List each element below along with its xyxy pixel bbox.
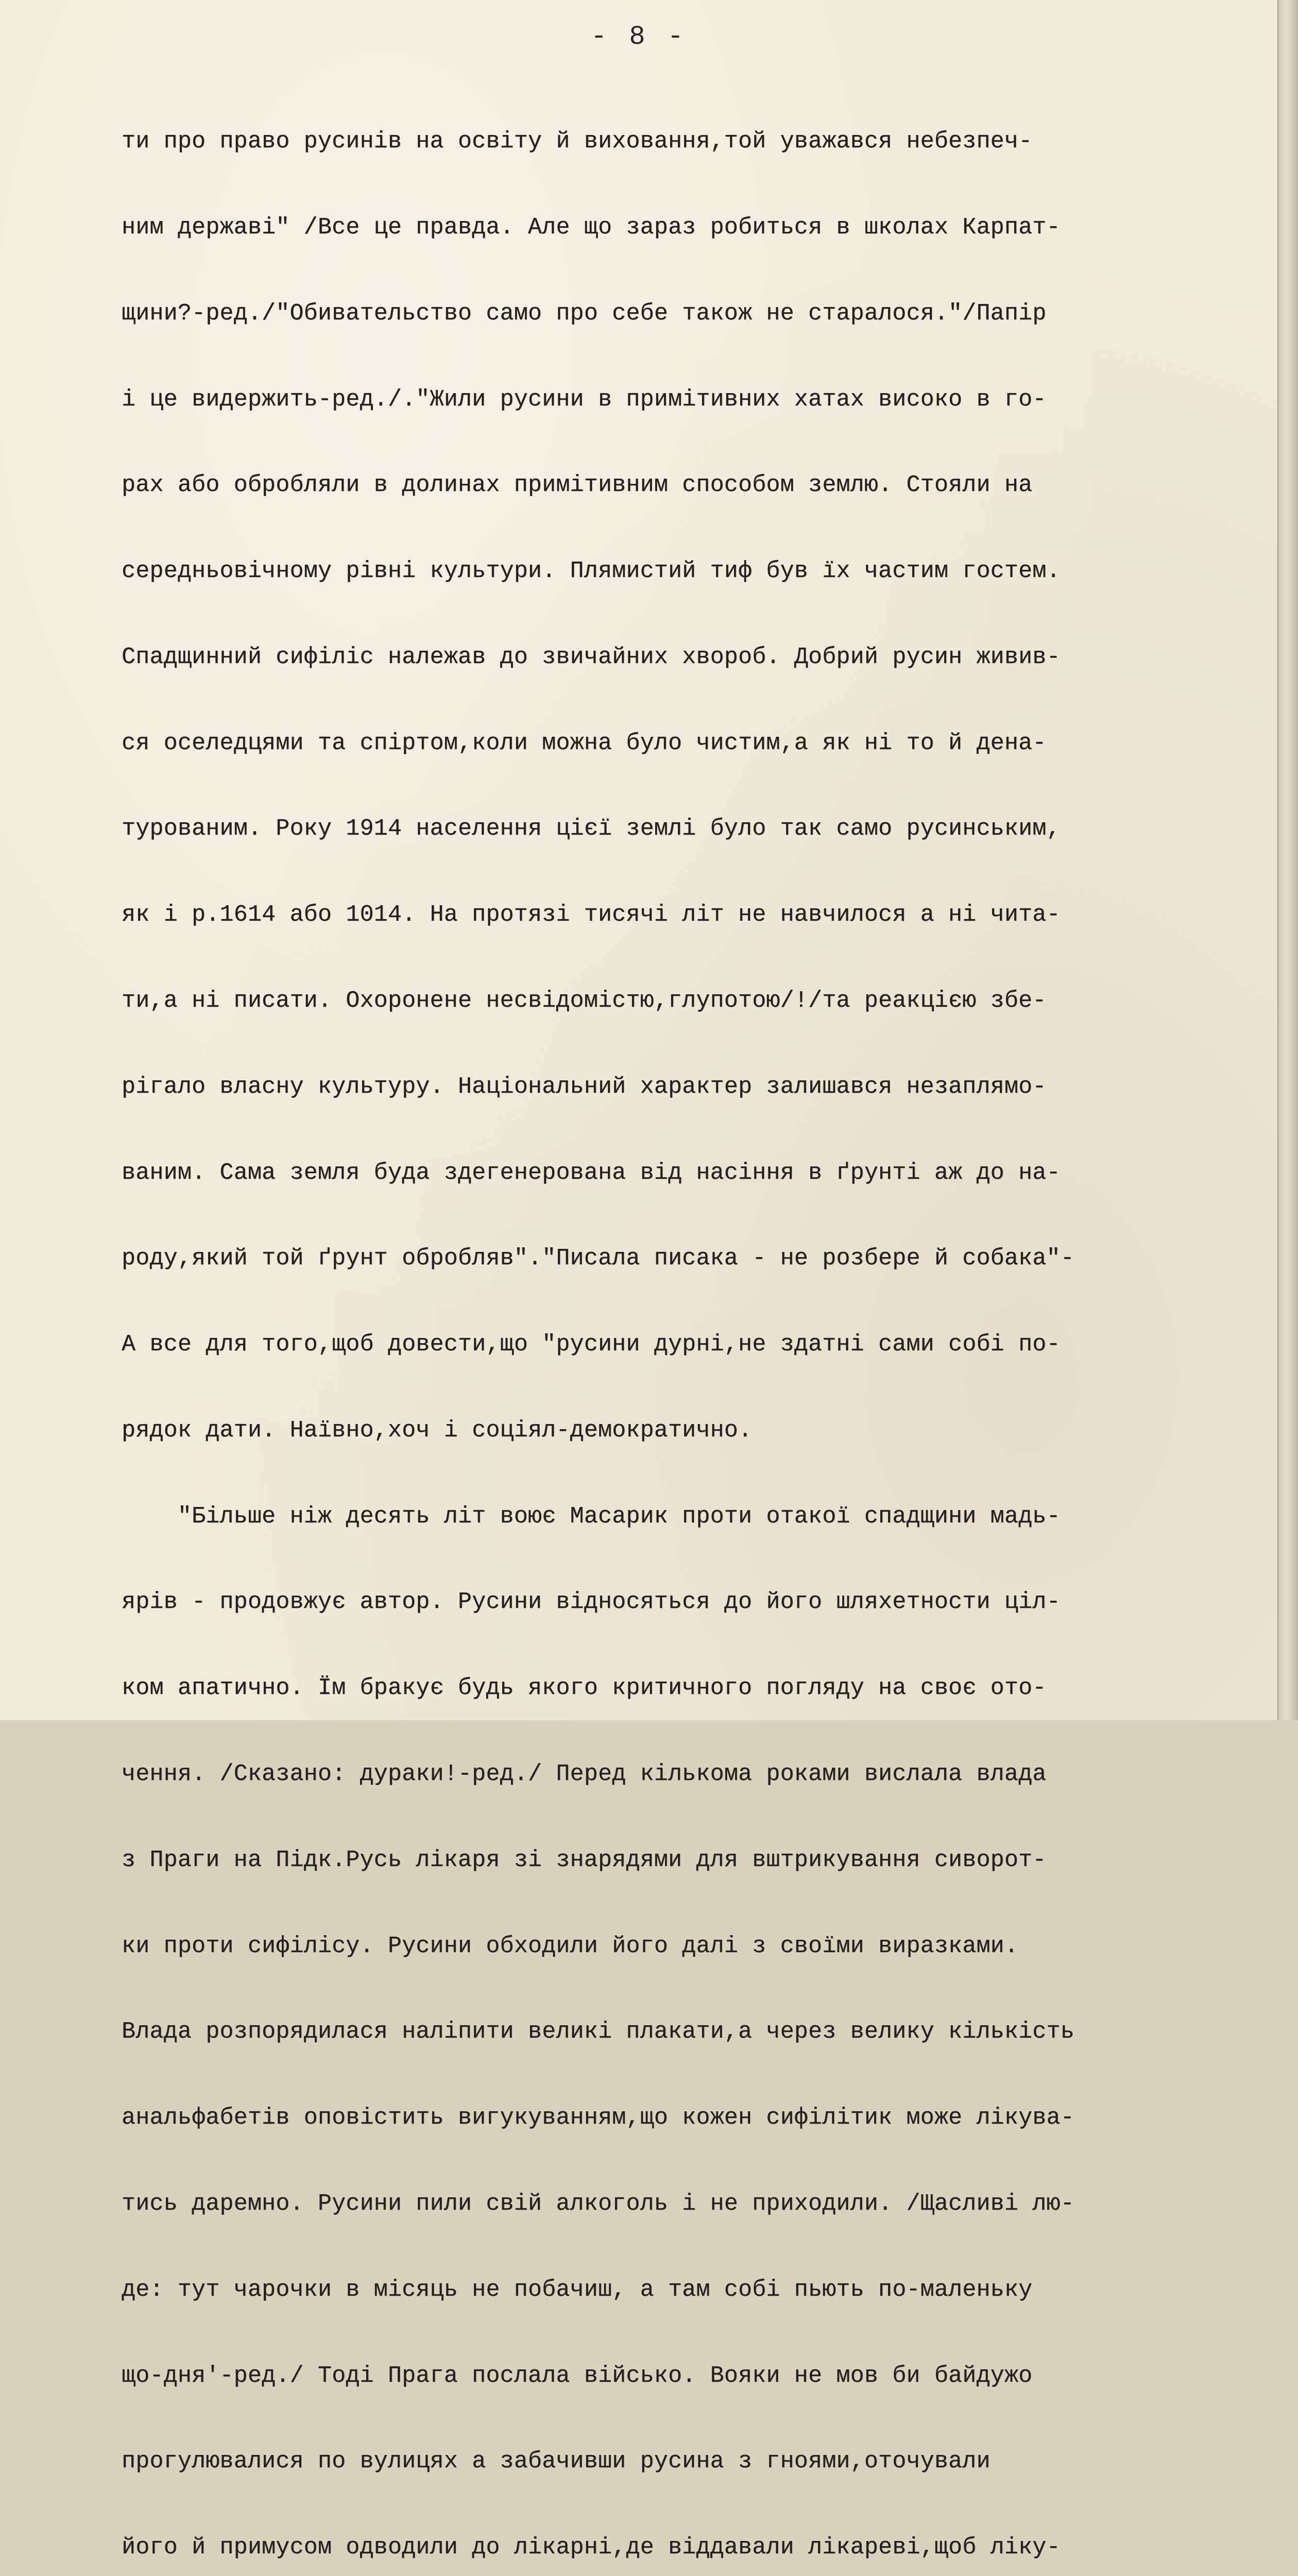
text-line: ки проти сифілісу. Русини обходили його далі з своїми виразками. [122, 1933, 1019, 1959]
text-line: чення. /Сказано: дураки!-ред./ Перед кількома роками вислала влада [122, 1761, 1047, 1788]
text-line: турованим. Року 1914 населення цієї землі було так само русинським, [122, 816, 1061, 842]
text-line: ярів - продовжує автор. Русини відносяться до його шляхетности ціл- [122, 1589, 1061, 1616]
text-line: що-дня'-ред./ Тоді Прага послала військо. Вояки не мов би байдужо [122, 2362, 1033, 2389]
text-line: і це видержить-ред./."Жили русини в примітивних хатах високо в го- [122, 386, 1047, 413]
text-line: "Більше ніж десять літ воює Масарик проти отакої спадщини мадь- [122, 1503, 1061, 1530]
text-line: ком апатично. Їм бракує будь якого критичного погляду на своє ото- [122, 1675, 1047, 1702]
text-line: ваним. Сама земля буда здегенерована від насіння в ґрунті аж до на- [122, 1159, 1061, 1186]
text-line: Спадщинний сифіліс належав до звичайних хвороб. Добрий русин живив- [122, 643, 1061, 670]
text-line: щини?-ред./"Обивательство само про себе також не старалося."/Папір [122, 300, 1047, 327]
text-line: рах або обробляли в долинах примітивним способом землю. Стояли на [122, 472, 1033, 499]
text-line: з Праги на Підк.Русь лікаря зі знарядями для вштрикування сиворот- [122, 1846, 1047, 1873]
page-binding-edge [1277, 0, 1298, 1720]
text-line: тись даремно. Русини пили свій алкоголь і не приходили. /Щасливі лю- [122, 2190, 1074, 2217]
text-line: ся оселедцями та спіртом,коли можна було чистим,а як ні то й дена- [122, 730, 1047, 756]
text-line: середньовічному рівні культури. Плямистий тиф був їх частим гостем. [122, 558, 1061, 585]
text-line: ти про право русинів на освіту й виховання,той уважався небезпеч- [122, 128, 1033, 155]
text-line: ним державі" /Все це правда. Але що зараз робиться в школах Карпат- [122, 214, 1061, 241]
text-line: де: тут чарочки в місяць не побачиш, а там собі пьють по-маленьку [122, 2276, 1033, 2303]
text-line: Влада розпорядилася наліпити великі плакати,а через велику кількість [122, 2019, 1074, 2045]
text-line: А все для того,щоб довести,що "русини дурні,не здатні сами собі по- [122, 1331, 1061, 1358]
text-line: як і р.1614 або 1014. На протязі тисячі літ не навчилося а ні чита- [122, 902, 1061, 928]
text-line: його й примусом одводили до лікарні,де віддавали лікареві,щоб ліку- [122, 2534, 1061, 2561]
text-line: рядок дати. Наївно,хоч і соціял-демократично. [122, 1417, 753, 1444]
text-line: прогулювалися по вулицях а забачивши русина з гноями,оточували [122, 2448, 990, 2475]
page-number: - 8 - [590, 22, 687, 52]
text-line: роду,який той ґрунт обробляв"."Писала писака - не розбере й собака"- [122, 1245, 1074, 1272]
text-line: ти,а ні писати. Охоронене несвідомістю,глупотою/!/та реакцією збе- [122, 988, 1047, 1014]
body-text [122, 70, 1193, 2576]
text-line: анальфабетів оповістить вигукуванням,що кожен сифілітик може лікува- [122, 2105, 1074, 2131]
text-line: рігало власну культуру. Національний характер залишався незаплямо- [122, 1073, 1047, 1100]
